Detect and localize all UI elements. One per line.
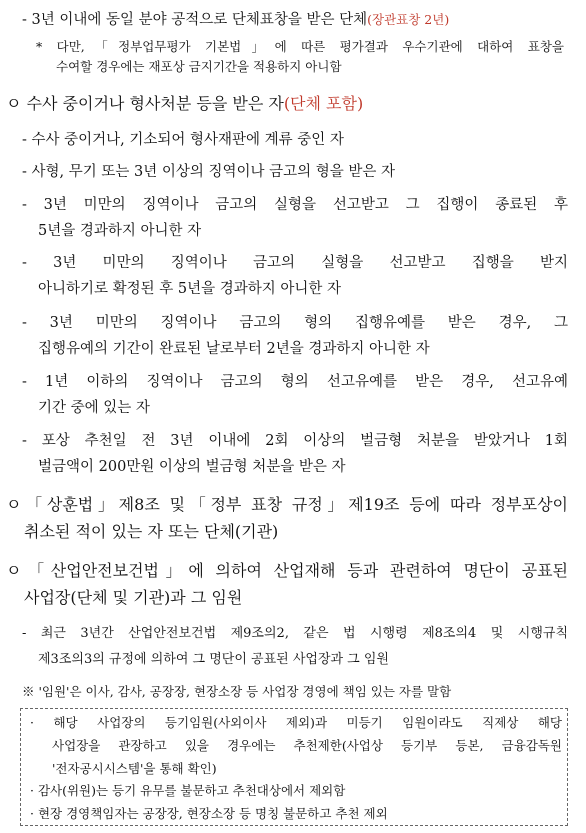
note-line-1: * 다만,「정부업무평가 기본법」에 따른 평가결과 우수기관에 대하여 표창을 xyxy=(36,39,564,54)
box-line-2: 사업장을 관장하고 있을 경우에는 추천제한(사업상 등기부 등본, 금융감독원 xyxy=(52,738,562,753)
item-1: - 수사 중이거나, 기소되어 형사재판에 계류 중인 자 xyxy=(22,132,344,148)
item-4-line-1: - 3년 미만의 징역이나 금고의 실형을 선고받고 집행을 받지 xyxy=(22,255,568,271)
item-6-line-2: 기간 중에 있는 자 xyxy=(38,400,150,416)
item-4-line-2: 아니하기로 확정된 후 5년을 경과하지 아니한 자 xyxy=(38,281,342,297)
item-3-line-1: - 3년 미만의 징역이나 금고의 실형을 선고받고 그 집행이 종료된 후 xyxy=(22,197,568,213)
safety-item-line-1: - 최근 3년간 산업안전보건법 제9조의2, 같은 법 시행령 제8조의4 및 시행규칙 xyxy=(22,626,568,641)
line-1 xyxy=(22,8,449,29)
item-6-line-1: - 1년 이하의 징역이나 금고의 형의 선고유예를 받은 경우, 선고유예 xyxy=(22,374,568,390)
safety-item-line-2: 제3조의3의 규정에 의하여 그 명단이 공표된 사업장과 그 임원 xyxy=(38,652,389,667)
officer-definition-note: ※ '임원'은 이사, 감사, 공장장, 현장소장 등 사업장 경영에 책임 있는 자를 말함 xyxy=(22,684,452,699)
heading-criminal-note: (단체 포함) xyxy=(283,94,364,113)
box-line-3: '전자공시시스템'을 통해 확인) xyxy=(52,761,217,776)
heading-revoked-line-1: ㅇ「상훈법」제8조 및「정부 표창 규정」제19조 등에 따라 정부포상이 xyxy=(6,495,568,514)
heading-safety-line-2: 사업장(단체 및 기관)과 그 임원 xyxy=(24,588,243,607)
item-7-line-1: - 포상 추천일 전 3년 이내에 2회 이상의 벌금형 처분을 받았거나 1회 xyxy=(22,433,568,449)
item-5-line-2: 집행유예의 기간이 완료된 날로부터 2년을 경과하지 아니한 자 xyxy=(38,341,430,357)
note-line-2: 수여할 경우에는 재포상 금지기간을 적용하지 아니함 xyxy=(56,59,342,74)
item-7-line-2: 벌금액이 200만원 이상의 벌금형 처분을 받은 자 xyxy=(38,459,346,475)
box-line-5: · 현장 경영책임자는 공장장, 현장소장 등 명칭 불문하고 추천 제외 xyxy=(30,806,388,821)
item-2: - 사형, 무기 또는 3년 이상의 징역이나 금고의 형을 받은 자 xyxy=(22,164,395,180)
heading-safety-line-1: ㅇ「산업안전보건법」에 의하여 산업재해 등과 관련하여 명단이 공표된 xyxy=(6,561,568,580)
box-line-1: · 해당 사업장의 등기임원(사외이사 제외)과 미등기 임원이라도 직제상 해당 xyxy=(30,715,562,730)
heading-criminal-text: ㅇ 수사 중이거나 형사처분 등을 받은 자 xyxy=(6,94,284,113)
heading-revoked-line-2: 취소된 적이 있는 자 또는 단체(기관) xyxy=(24,522,279,541)
item-3-line-2: 5년을 경과하지 아니한 자 xyxy=(38,223,202,239)
line-1-text: - 3년 이내에 동일 분야 공적으로 단체표창을 받은 단체 xyxy=(22,12,368,28)
box-line-4: · 감사(위원)는 등기 유무를 불문하고 추천대상에서 제외함 xyxy=(30,783,346,798)
heading-criminal xyxy=(6,91,363,114)
line-1-note: (장관표창 2년) xyxy=(367,12,450,27)
item-5-line-1: - 3년 미만의 징역이나 금고의 형의 집행유예를 받은 경우, 그 xyxy=(22,315,568,331)
